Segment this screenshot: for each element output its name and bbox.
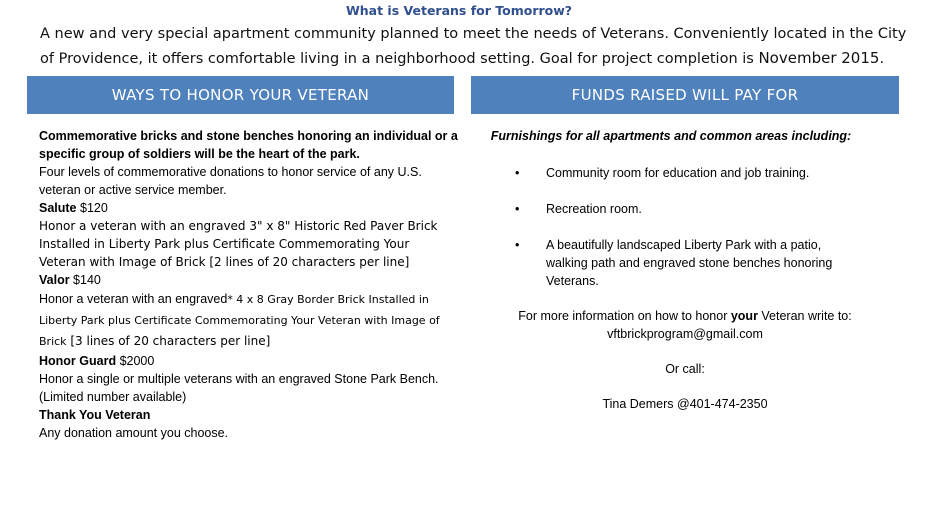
honor-guard-description: Honor a single or multiple veterans with an engraved Stone Park Bench. (Limited number available) xyxy=(39,372,439,404)
valor-desc-b: * 4 x 8 Gray Border Brick Installed in Liberty Park plus Certificate Commemorating Your Veteran with Image of Brick xyxy=(39,293,440,348)
info-text-c: Veteran write to: xyxy=(757,309,852,323)
intro-text: A new and very special apartment community planned to meet the needs of Veterans. Conveniently located in the City of Providence, it offers comfortable living in a neighborhood setting. Goal for project completion is xyxy=(40,26,907,67)
levels-intro: Four levels of commemorative donations to honor service of any U.S. veteran or active service member. xyxy=(39,165,422,197)
honor-guard-price: $2000 xyxy=(116,354,155,368)
lead-statement: Commemorative bricks and stone benches honoring an individual or a specific group of soldiers will be the heart of the park. xyxy=(39,129,458,161)
salute-level xyxy=(39,199,459,217)
funds-section xyxy=(471,127,899,411)
bullet-dot: • xyxy=(515,166,520,180)
info-line xyxy=(471,307,899,325)
ways-to-honor-section xyxy=(39,127,459,442)
bullet-text: Recreation room. xyxy=(546,202,642,216)
info-emphasis: your xyxy=(730,309,758,323)
thank-you-description: Any donation amount you choose. xyxy=(39,426,229,440)
thank-you-name: Thank You Veteran xyxy=(39,408,151,422)
ways-to-honor-banner: WAYS TO HONOR YOUR VETERAN xyxy=(27,76,454,114)
salute-name: Salute xyxy=(39,201,77,215)
contact-phone: Tina Demers @401-474-2350 xyxy=(602,397,768,411)
bullet-dot: • xyxy=(515,238,520,252)
honor-guard-level xyxy=(39,352,459,370)
bullet-text: A beautifully landscaped Liberty Park with a patio, walking path and engraved stone benches honoring Veterans. xyxy=(546,238,833,288)
intro-end: . xyxy=(879,51,885,67)
honor-guard-name: Honor Guard xyxy=(39,354,117,368)
furnishings-heading: Furnishings for all apartments and common areas including: xyxy=(490,129,852,143)
contact-email[interactable]: vftbrickprogram@gmail.com xyxy=(607,327,763,341)
valor-desc-a: Honor a veteran with an engraved xyxy=(39,292,228,306)
salute-price: $120 xyxy=(76,201,108,215)
bullet-dot: • xyxy=(515,202,520,216)
bullet-text: Community room for education and job training. xyxy=(546,166,810,180)
page-title: What is Veterans for Tomorrow? xyxy=(345,3,573,18)
info-text-a: For more information on how to honor xyxy=(518,309,731,323)
salute-description: Honor a veteran with an engraved 3" x 8" Historic Red Paver Brick Installed in Liberty Park plus Certificate Commemorating Your Veteran with Image of Brick [2 lines of 20 characters per line] xyxy=(39,219,438,269)
intro-paragraph xyxy=(40,22,920,71)
valor-price: $140 xyxy=(69,273,101,287)
or-call-text: Or call: xyxy=(665,362,705,376)
valor-description xyxy=(39,289,459,352)
valor-desc-c: [3 lines of 20 characters per line] xyxy=(66,334,271,348)
valor-name: Valor xyxy=(39,273,70,287)
valor-level xyxy=(39,271,459,289)
funds-raised-banner: FUNDS RAISED WILL PAY FOR xyxy=(471,76,899,114)
completion-date: November 2015 xyxy=(758,49,880,67)
